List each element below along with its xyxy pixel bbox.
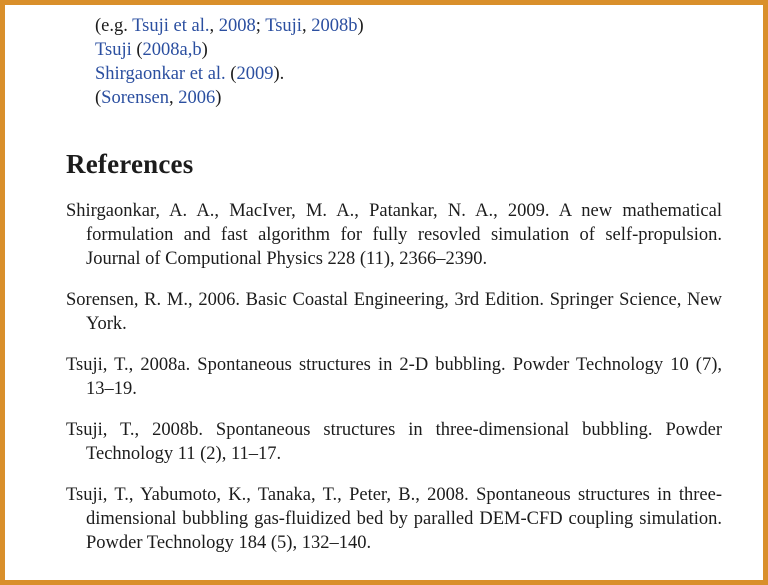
reference-item: Sorensen, R. M., 2006. Basic Coastal Engineering, 3rd Edition. Springer Science, New York.: [66, 290, 722, 334]
reference-item: Tsuji, T., 2008a. Spontaneous structures in 2-D bubbling. Powder Technology 10 (7), 13–19.: [66, 355, 722, 399]
citation-link-sorensen[interactable]: Sorensen: [101, 88, 169, 108]
references-list: [66, 199, 722, 572]
citation-text: (: [225, 64, 237, 84]
citation-link-2008ab[interactable]: 2008a,b: [142, 40, 202, 60]
citation-text: ): [357, 16, 364, 36]
citation-text: ): [215, 88, 222, 108]
citation-text: ,: [209, 16, 219, 36]
citation-link-2009[interactable]: 2009: [236, 64, 274, 84]
citation-line-4: [95, 86, 364, 110]
reference-item: Tsuji, T., 2008b. Spontaneous structures in three-dimensional bubbling. Powder Technology 11 (2), 11–17.: [66, 420, 722, 464]
citation-link-2008[interactable]: 2008: [218, 16, 256, 36]
citation-text: (: [95, 88, 102, 108]
citation-text: ): [201, 40, 208, 60]
citation-link-tsuji[interactable]: Tsuji: [95, 40, 132, 60]
citation-text: (: [131, 40, 143, 60]
citation-link-tsuji[interactable]: Tsuji: [265, 16, 302, 36]
citation-link-2006[interactable]: 2006: [178, 88, 216, 108]
citation-examples: [95, 14, 364, 110]
reference-item: Shirgaonkar, A. A., MacIver, M. A., Patankar, N. A., 2009. A new mathematical formulation and fast algorithm for fully resovled simulation of self-propulsion. Journal of Computional Physics 228 (11), 2366–2390.: [66, 201, 722, 269]
citation-link-tsuji-et-al[interactable]: Tsuji et al.: [132, 16, 210, 36]
citation-line-2: [95, 38, 364, 62]
reference-item: Tsuji, T., Yabumoto, K., Tanaka, T., Peter, B., 2008. Spontaneous structures in three-dimensional bubbling gas-fluidized bed by paralled DEM-CFD coupling simulation. Powder Technology 184 (5), 132–140.: [66, 485, 722, 553]
references-heading: References: [66, 149, 194, 179]
citation-line-3: [95, 62, 364, 86]
citation-text: (e.g.: [95, 16, 133, 36]
citation-text: ,: [301, 16, 312, 36]
citation-link-2008b[interactable]: 2008b: [311, 16, 358, 36]
citation-text: ).: [273, 64, 285, 84]
citation-text: ,: [169, 88, 179, 108]
citation-line-1: [95, 14, 364, 38]
citation-link-shirgaonkar[interactable]: Shirgaonkar et al.: [95, 64, 226, 84]
citation-text: ;: [255, 16, 266, 36]
